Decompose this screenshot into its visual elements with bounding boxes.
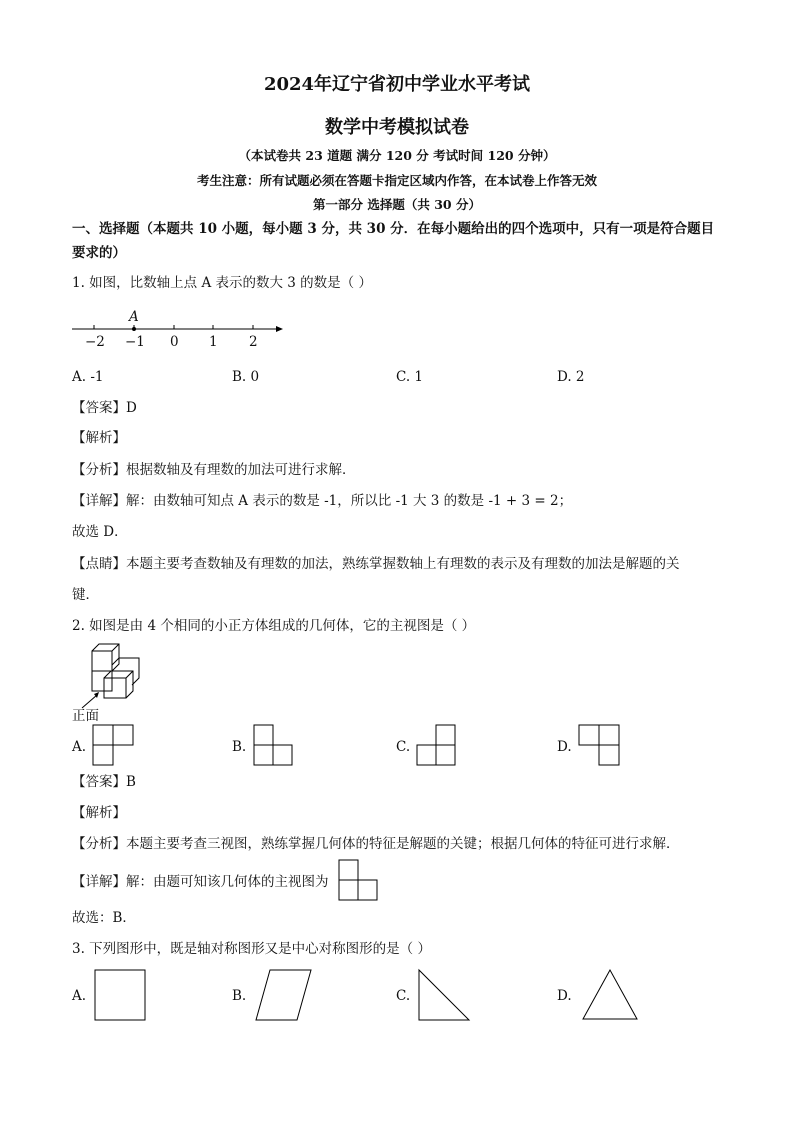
q2-xiangjie: 【详解】解：由题可知该几何体的主视图为 [72, 874, 329, 890]
tick-label: 0 [170, 334, 179, 350]
exam-subtitle: 数学中考模拟试卷 [325, 117, 469, 138]
exam-notice: 考生注意：所有试题必须在答题卡指定区域内作答，在本试卷上作答无效 [196, 173, 597, 188]
q2-answer: 【答案】B [72, 774, 136, 790]
q3-stem: 3. 下列图形中，既是轴对称图形又是中心对称图形的是（ ） [72, 941, 431, 957]
q1-option-c: C. 1 [396, 369, 424, 385]
q1-answer: 【答案】D [72, 400, 137, 416]
exam-info: （本试卷共 23 道题 满分 120 分 考试时间 120 分钟） [238, 148, 556, 163]
tick-label: −1 [125, 334, 145, 350]
q2-stem: 2. 如图是由 4 个相同的小正方体组成的几何体，它的主视图是（ ） [72, 618, 476, 634]
q1-analysis-label: 【解析】 [72, 430, 126, 446]
exam-title: 2024年辽宁省初中学业水平考试 [263, 74, 531, 95]
q3-option-c-label: C. [396, 988, 411, 1004]
part-heading: 第一部分 选择题（共 30 分） [313, 197, 481, 212]
front-label: 正面 [72, 708, 99, 724]
tick-label: 2 [249, 334, 258, 350]
q2-option-c-label: C. [396, 739, 411, 755]
q2-option-d-label: D. [557, 739, 572, 755]
q1-guxuan: 故选 D． [72, 524, 128, 540]
q3-option-a-label: A. [72, 988, 87, 1004]
tick-label: −2 [85, 334, 105, 350]
q1-option-a: A. -1 [72, 369, 104, 385]
tick-label: 1 [209, 334, 218, 350]
q1-dianjing-line2: 键． [72, 587, 99, 603]
q2-fenxi: 【分析】本题主要考查三视图，熟练掌握几何体的特征是解题的关键；根据几何体的特征可进行求解． [72, 836, 680, 852]
section-heading-line2: 要求的） [72, 245, 126, 261]
q3-option-b-label: B. [232, 988, 247, 1004]
section-heading-line1: 一、选择题（本题共 10 小题，每小题 3 分，共 30 分．在每小题给出的四个选项中，只有一项是符合题目 [72, 221, 715, 237]
q1-dianjing-line1: 【点睛】本题主要考查数轴及有理数的加法，熟练掌握数轴上有理数的表示及有理数的加法是解题的关 [72, 556, 680, 572]
q1-option-d: D. 2 [557, 369, 585, 385]
q2-option-a-label: A. [72, 739, 87, 755]
q2-analysis-label: 【解析】 [72, 805, 126, 821]
q1-fenxi: 【分析】根据数轴及有理数的加法可进行求解． [72, 462, 356, 478]
point-a-label: A [129, 309, 139, 325]
q3-option-d-label: D. [557, 988, 572, 1004]
q1-stem: 1. 如图，比数轴上点 A 表示的数大 3 的数是（ ） [72, 275, 372, 291]
q2-guxuan: 故选：B． [72, 910, 136, 926]
q2-option-b-label: B. [232, 739, 247, 755]
q1-option-b: B. 0 [232, 369, 260, 385]
q1-xiangjie: 【详解】解：由数轴可知点 A 表示的数是 -1，所以比 -1 大 3 的数是 -1 + 3 = 2； [72, 493, 573, 509]
